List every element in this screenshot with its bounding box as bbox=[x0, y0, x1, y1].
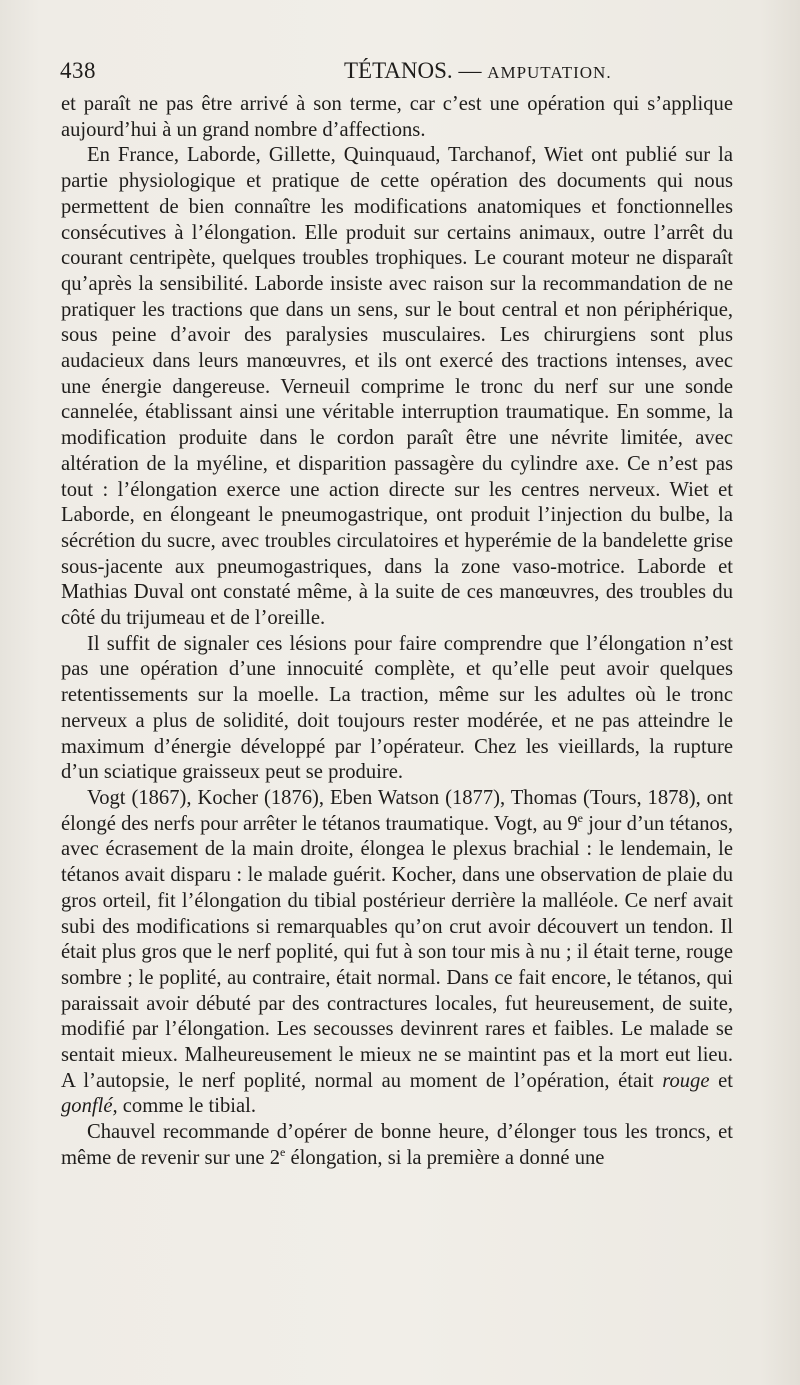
running-head bbox=[344, 58, 612, 84]
paragraph-france-laborde: En France, Laborde, Gillette, Quinquaud, Tarchanof, Wiet ont publié sur la partie physiologique et pratique de cette opération des documents qui nous permettent de bien connaître les modifications anatomiques et fonctionnelles consécutives à l’élongation. Elle produit sur certains animaux, outre l’arrêt du courant centripète, quelques troubles trophiques. Le courant moteur ne disparaît qu’après la sensibilité. Laborde insiste avec raison sur la recommandation de ne pratiquer les tractions que dans un sens, sur le bout central et non périphérique, sous peine d’avoir des paralysies musculaires. Les chirurgiens sont plus audacieux dans leurs manœuvres, et ils ont exercé des tractions intenses, avec une énergie dangereuse. Verneuil comprime le tronc du nerf sur une sonde cannelée, établissant ainsi une véritable interruption traumatique. En somme, la modification produite dans le cordon paraît être une névrite limitée, avec altération de la myéline, et disparition passagère du cylindre axe. Ce n’est pas tout : l’élongation exerce une action directe sur les centres nerveux. Wiet et Laborde, en élongeant le pneumogastrique, ont produit l’injection du bulbe, la sécrétion du sucre, avec troubles circulatoires et hyperémie de la bandelette grise sous-jacente aux pneumogastriques, dans la zone vaso-motrice. Laborde et Mathias Duval ont constaté même, à la suite de ces manœuvres, des troubles du côté du trijumeau et de l’oreille. bbox=[61, 144, 733, 630]
vogt-text-and: et bbox=[709, 1069, 733, 1092]
paragraph-continuation: et paraît ne pas être arrivé à son terme, car c’est une opération qui s’applique aujourd’hui à un grand nombre d’affections. bbox=[61, 93, 733, 141]
vogt-text-start: Vogt (1867), Kocher (1876), Eben Watson (1877), Thomas (Tours, 1878), ont élongé des nerfs pour arrêter le tétanos traumatique. Vogt, au 9 bbox=[61, 786, 733, 835]
page-number: 438 bbox=[60, 58, 96, 83]
body-text bbox=[61, 92, 733, 1172]
chauvel-text-end: élongation, si la première a donné une bbox=[285, 1146, 605, 1169]
running-head-dash: — bbox=[458, 58, 482, 83]
italic-rouge: rouge bbox=[662, 1069, 710, 1092]
running-head-subtitle: AMPUTATION. bbox=[487, 63, 612, 82]
italic-gonfle: gonflé, bbox=[61, 1095, 118, 1118]
ordinal-superscript: e bbox=[280, 1144, 286, 1159]
vogt-text-end: comme le tibial. bbox=[117, 1095, 257, 1118]
ordinal-superscript: e bbox=[577, 810, 583, 825]
paragraph-vogt-kocher bbox=[61, 786, 733, 1120]
paragraph-lesions: Il suffit de signaler ces lésions pour faire comprendre que l’élongation n’est pas une opération d’une innocuité complète, et qu’elle peut avoir quelques retentissements sur la moelle. La traction, même sur les adultes où le tronc nerveux a plus de solidité, doit toujours rester modérée, et ne pas atteindre le maximum d’énergie développé par l’opérateur. Chez les vieillards, la rupture d’un sciatique graisseux peut se produire. bbox=[61, 632, 733, 784]
paragraph-chauvel bbox=[61, 1120, 733, 1171]
chauvel-text-start: Chauvel recommande d’opérer de bonne heure, d’élonger tous les troncs, et même de revenir sur une 2 bbox=[61, 1121, 733, 1169]
vogt-text-middle: jour d’un tétanos, avec écrasement de la main droite, élongea le plexus brachial : le lendemain, le tétanos avait disparu : le malade guérit. Kocher, dans une observation de plaie du gros orteil, fit l’élongation du tibial postérieur derrière la malléole. Ce nerf avait subi des modifications si remarquables qu’on crut avoir découvert un tendon. Il était plus gros que le nerf poplité, qui fut à son tour mis à nu ; il était terne, rouge sombre ; le poplité, au contraire, était normal. Dans ce fait encore, le tétanos, qui paraissait avoir débuté par des contractures locales, fut heureusement, de suite, modifié par l’élongation. Les secousses devinrent rares et faibles. Le malade se sentait mieux. Malheureusement le mieux ne se maintint pas et la mort eut lieu. A l’autopsie, le nerf poplité, normal au moment de l’opération, était bbox=[61, 812, 733, 1092]
running-head-title: TÉTANOS. bbox=[344, 58, 453, 83]
page-header bbox=[60, 52, 740, 86]
